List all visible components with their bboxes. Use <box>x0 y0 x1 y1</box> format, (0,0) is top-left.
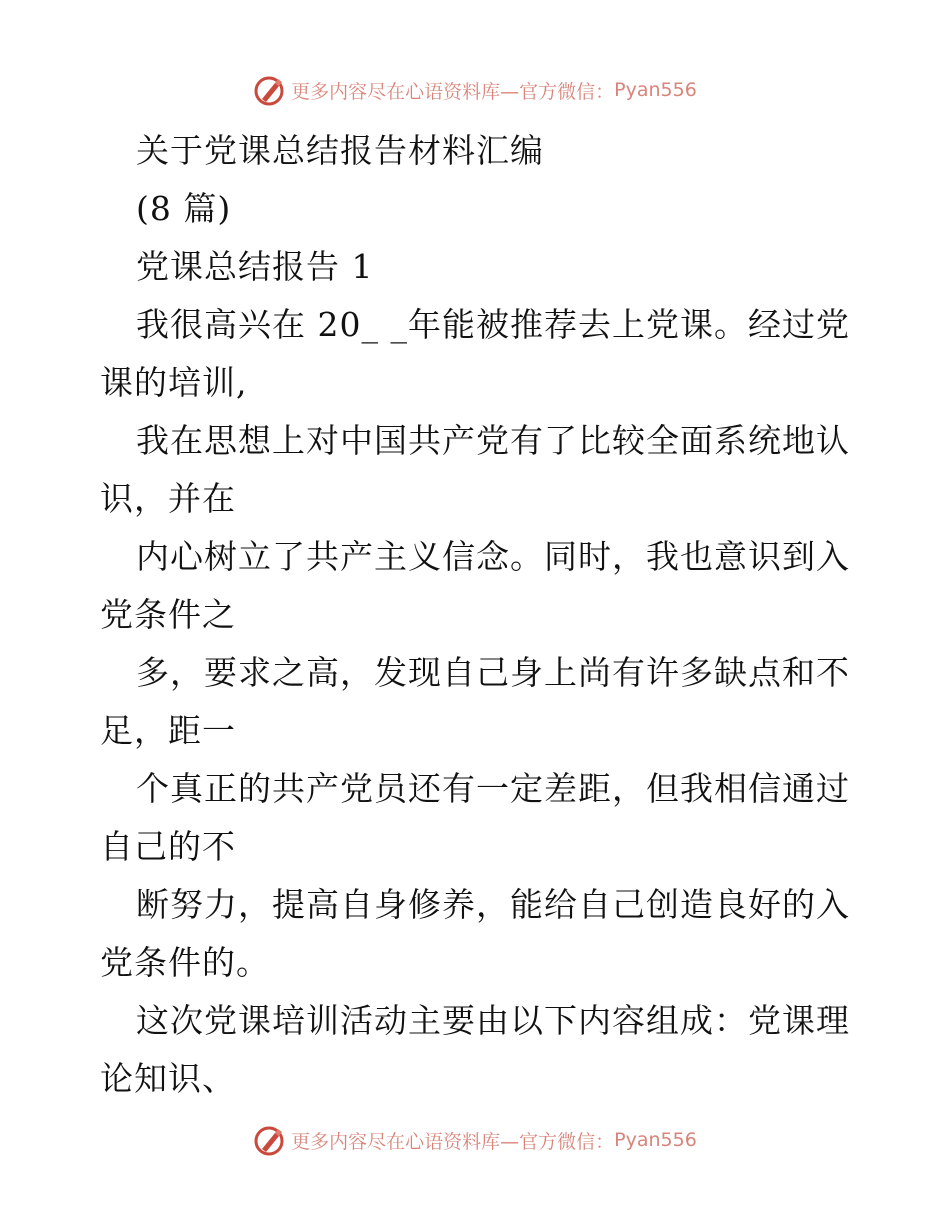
paragraph-line: 识，并在 <box>100 479 236 518</box>
banner-wechat-id: Pyan556 <box>614 1129 697 1151</box>
paragraph-line: 论知识、 <box>100 1059 236 1098</box>
document-subtitle: (8 篇) <box>136 189 232 228</box>
paragraph-line: 党条件之 <box>100 595 236 634</box>
paragraph-line: 党条件的。 <box>100 943 270 982</box>
paragraph-line: 自己的不 <box>100 827 236 866</box>
paragraph-line: 多，要求之高，发现自己身上尚有许多缺点和不 <box>136 653 850 692</box>
document-title: 关于党课总结报告材料汇编 <box>136 131 544 170</box>
red-pen-logo-icon <box>253 1123 287 1157</box>
document-body <box>100 122 852 1108</box>
section-heading: 党课总结报告 1 <box>136 247 374 286</box>
paragraph-line: 足，距一 <box>100 711 236 750</box>
paragraph-line: 内心树立了共产主义信念。同时，我也意识到入 <box>136 537 850 576</box>
paragraph-line: 我很高兴在 20_ _年能被推荐去上党课。经过党 <box>136 305 850 344</box>
banner-text: 更多内容尽在心语资料库—官方微信： <box>291 80 615 103</box>
paragraph-line: 断努力，提高自身修养，能给自己创造良好的入 <box>136 885 850 924</box>
header-banner <box>0 72 950 108</box>
red-pen-logo-icon <box>253 73 287 107</box>
footer-banner <box>0 1122 950 1158</box>
banner-text: 更多内容尽在心语资料库—官方微信： <box>291 1130 615 1153</box>
paragraph-line: 个真正的共产党员还有一定差距，但我相信通过 <box>136 769 850 808</box>
paragraph-line: 课的培训, <box>100 363 248 402</box>
banner-wechat-id: Pyan556 <box>614 79 697 101</box>
paragraph-line: 这次党课培训活动主要由以下内容组成：党课理 <box>136 1001 850 1040</box>
paragraph-line: 我在思想上对中国共产党有了比较全面系统地认 <box>136 421 850 460</box>
